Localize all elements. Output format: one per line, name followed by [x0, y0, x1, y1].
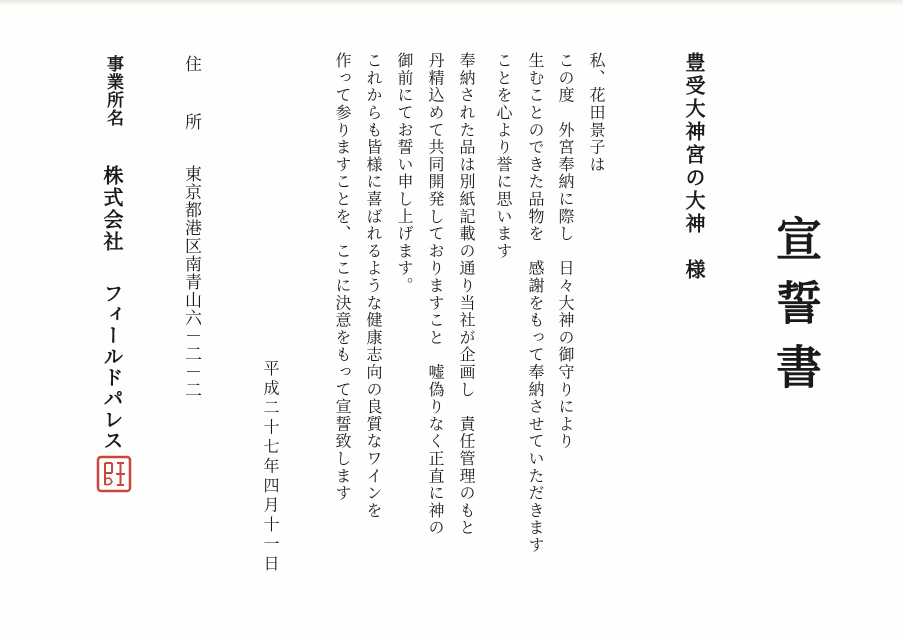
office-name-label: 事業所名: [103, 55, 123, 127]
body-line: これからも皆様に喜ばれるような健康志向の良質なワインを: [364, 52, 383, 520]
address-label: 住 所: [181, 55, 201, 142]
document-title: 宣誓書: [769, 215, 823, 407]
body-line: ことを心より誉に思います: [494, 52, 513, 260]
body-line: 作って参りますことを、ここに決意をもって宣誓致します: [333, 52, 352, 502]
body-line: 私、花田景子は: [587, 52, 606, 174]
body-line: この度 外宮奉納に際し 日々大神の御守りにより: [556, 52, 575, 450]
addressee: 豊受大神宮の大神 様: [682, 52, 706, 282]
body-line: 御前にてお誓い申し上げます。: [395, 52, 414, 295]
company-seal-stamp: [96, 455, 132, 493]
company-type: 株式会社: [100, 165, 124, 253]
address-value: 東京都港区南青山六－二－二: [181, 165, 201, 399]
body-line: 生むことのできた品物を 感謝をもって奉納させていただきます: [526, 52, 545, 554]
company-name: フィールドパレス: [100, 283, 124, 451]
document-date: 平成二十七年四月十一日: [261, 360, 280, 575]
scan-edge: [0, 0, 903, 6]
body-line: 奉納された品は別紙記載の通り当社が企画し 責任管理のもと: [457, 52, 476, 537]
body-line: 丹精込めて共同開発しておりますこと 嘘偽りなく正直に神の: [426, 52, 445, 537]
